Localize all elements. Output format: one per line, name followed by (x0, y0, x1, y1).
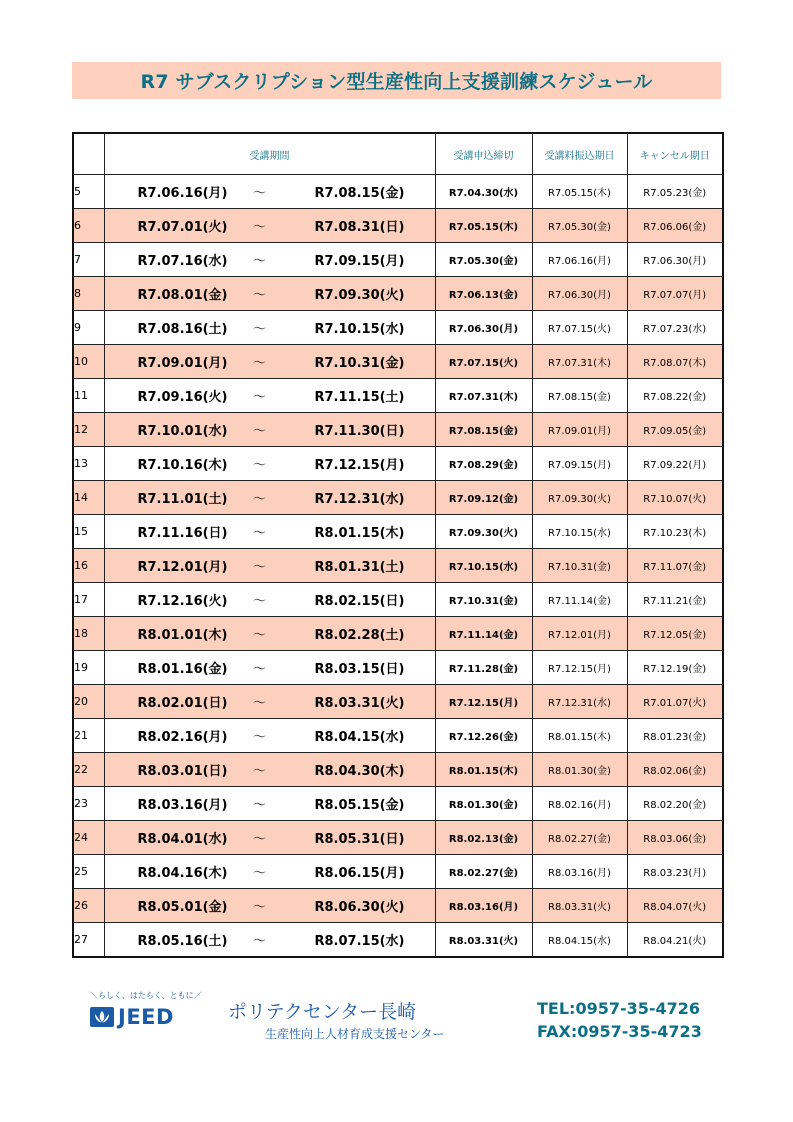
cancel-deadline: R7.09.05(金) (627, 413, 723, 447)
payment-deadline: R7.10.31(金) (532, 549, 627, 583)
period-start: R7.06.16(月) (137, 186, 228, 201)
period-start: R7.08.16(土) (137, 322, 228, 337)
period-separator: ～ (252, 220, 266, 235)
table-row (73, 345, 723, 379)
row-number: 26 (73, 889, 104, 923)
cancel-deadline: R8.04.07(火) (627, 889, 723, 923)
period-start: R8.05.16(土) (137, 934, 228, 949)
period-separator: ～ (252, 186, 266, 201)
row-number: 25 (73, 855, 104, 889)
payment-deadline: R8.03.16(月) (532, 855, 627, 889)
training-period (104, 821, 435, 855)
training-period (104, 447, 435, 481)
period-start: R7.07.01(火) (137, 220, 228, 235)
payment-deadline: R7.07.31(木) (532, 345, 627, 379)
application-deadline: R7.12.26(金) (435, 719, 532, 753)
table-header-row (73, 133, 723, 175)
table-row (73, 923, 723, 958)
period-separator: ～ (252, 492, 266, 507)
table-row (73, 583, 723, 617)
table-row (73, 311, 723, 345)
payment-deadline: R7.05.15(木) (532, 175, 627, 209)
period-separator: ～ (252, 696, 266, 711)
application-deadline: R7.11.14(金) (435, 617, 532, 651)
cancel-deadline: R7.05.23(金) (627, 175, 723, 209)
table-row (73, 685, 723, 719)
period-start: R8.01.01(木) (137, 628, 228, 643)
row-number: 19 (73, 651, 104, 685)
period-separator: ～ (252, 662, 266, 677)
training-period (104, 175, 435, 209)
period-separator: ～ (252, 730, 266, 745)
period-end: R8.06.15(月) (314, 866, 405, 881)
period-separator: ～ (252, 866, 266, 881)
period-end: R7.08.15(金) (314, 186, 405, 201)
period-end: R8.03.31(火) (314, 696, 405, 711)
table-row (73, 617, 723, 651)
cancel-deadline: R8.02.06(金) (627, 753, 723, 787)
period-end: R7.11.15(土) (314, 390, 405, 405)
period-start: R8.03.16(月) (137, 798, 228, 813)
period-end: R7.10.15(水) (314, 322, 405, 337)
row-number: 5 (73, 175, 104, 209)
period-start: R8.02.16(月) (137, 730, 228, 745)
payment-deadline: R7.06.30(月) (532, 277, 627, 311)
cancel-deadline: R7.06.30(月) (627, 243, 723, 277)
application-deadline: R7.10.15(水) (435, 549, 532, 583)
training-period (104, 277, 435, 311)
center-name: ポリテクセンター長崎 (228, 1001, 417, 1023)
payment-deadline: R7.05.30(金) (532, 209, 627, 243)
row-number: 27 (73, 923, 104, 958)
period-start: R7.09.16(火) (137, 390, 228, 405)
period-separator: ～ (252, 934, 266, 949)
training-period (104, 209, 435, 243)
application-deadline: R8.02.27(金) (435, 855, 532, 889)
period-end: R7.12.31(水) (314, 492, 405, 507)
training-period (104, 685, 435, 719)
training-period (104, 243, 435, 277)
training-period (104, 481, 435, 515)
payment-deadline: R7.12.01(月) (532, 617, 627, 651)
table-row (73, 277, 723, 311)
row-number: 11 (73, 379, 104, 413)
payment-deadline: R7.10.15(水) (532, 515, 627, 549)
period-end: R8.05.31(日) (314, 832, 405, 847)
period-start: R7.12.16(火) (137, 594, 228, 609)
cancel-deadline: R8.02.20(金) (627, 787, 723, 821)
cancel-deadline: R7.06.06(金) (627, 209, 723, 243)
period-start: R7.10.16(木) (137, 458, 228, 473)
period-start: R8.02.01(日) (137, 696, 228, 711)
table-row (73, 413, 723, 447)
application-deadline: R7.06.13(金) (435, 277, 532, 311)
cancel-deadline: R7.09.22(月) (627, 447, 723, 481)
cancel-deadline: R7.08.22(金) (627, 379, 723, 413)
training-period (104, 379, 435, 413)
period-start: R7.10.01(水) (137, 424, 228, 439)
application-deadline: R7.05.30(金) (435, 243, 532, 277)
period-end: R7.11.30(日) (314, 424, 405, 439)
jeed-logo (90, 990, 200, 1035)
center-subtitle: 生産性向上人材育成支援センター (265, 1027, 445, 1041)
fax-number: FAX:0957-35-4723 (537, 1022, 702, 1041)
header-payment-deadline: 受講料振込期日 (532, 133, 627, 175)
training-period (104, 787, 435, 821)
application-deadline: R7.09.12(金) (435, 481, 532, 515)
period-start: R8.05.01(金) (137, 900, 228, 915)
period-end: R8.02.28(土) (314, 628, 405, 643)
row-number: 24 (73, 821, 104, 855)
cancel-deadline: R7.11.07(金) (627, 549, 723, 583)
cancel-deadline: R7.10.23(木) (627, 515, 723, 549)
period-start: R7.07.16(水) (137, 254, 228, 269)
training-period (104, 549, 435, 583)
training-period (104, 753, 435, 787)
row-number: 15 (73, 515, 104, 549)
payment-deadline: R8.01.30(金) (532, 753, 627, 787)
period-end: R8.01.31(土) (314, 560, 405, 575)
row-number: 10 (73, 345, 104, 379)
period-separator: ～ (252, 560, 266, 575)
period-start: R8.01.16(金) (137, 662, 228, 677)
training-period (104, 617, 435, 651)
table-row (73, 209, 723, 243)
application-deadline: R7.06.30(月) (435, 311, 532, 345)
payment-deadline: R8.03.31(火) (532, 889, 627, 923)
period-separator: ～ (252, 764, 266, 779)
period-start: R7.11.01(土) (137, 492, 228, 507)
row-number: 7 (73, 243, 104, 277)
table-row (73, 719, 723, 753)
table-row (73, 481, 723, 515)
period-start: R7.09.01(月) (137, 356, 228, 371)
application-deadline: R8.01.15(木) (435, 753, 532, 787)
logo-text: JEED (118, 1005, 174, 1029)
row-number: 20 (73, 685, 104, 719)
application-deadline: R7.07.31(木) (435, 379, 532, 413)
period-separator: ～ (252, 288, 266, 303)
cancel-deadline: R7.07.23(水) (627, 311, 723, 345)
table-row (73, 515, 723, 549)
training-period (104, 855, 435, 889)
payment-deadline: R7.09.15(月) (532, 447, 627, 481)
telephone-number: TEL:0957-35-4726 (537, 999, 701, 1018)
period-separator: ～ (252, 458, 266, 473)
payment-deadline: R7.07.15(火) (532, 311, 627, 345)
table-row (73, 821, 723, 855)
row-number: 22 (73, 753, 104, 787)
period-end: R7.12.15(月) (314, 458, 405, 473)
table-row (73, 243, 723, 277)
period-end: R8.04.15(水) (314, 730, 405, 745)
row-number: 18 (73, 617, 104, 651)
payment-deadline: R7.08.15(金) (532, 379, 627, 413)
training-period (104, 651, 435, 685)
period-start: R7.12.01(月) (137, 560, 228, 575)
training-period (104, 515, 435, 549)
cancel-deadline: R7.12.05(金) (627, 617, 723, 651)
table-row (73, 787, 723, 821)
cancel-deadline: R7.11.21(金) (627, 583, 723, 617)
cancel-deadline: R7.08.07(木) (627, 345, 723, 379)
cancel-deadline: R8.04.21(火) (627, 923, 723, 958)
period-separator: ～ (252, 254, 266, 269)
application-deadline: R7.04.30(水) (435, 175, 532, 209)
application-deadline: R8.02.13(金) (435, 821, 532, 855)
application-deadline: R7.08.15(金) (435, 413, 532, 447)
row-number: 9 (73, 311, 104, 345)
application-deadline: R7.05.15(木) (435, 209, 532, 243)
period-start: R7.08.01(金) (137, 288, 228, 303)
period-end: R7.09.15(月) (314, 254, 405, 269)
period-start: R8.04.16(木) (137, 866, 228, 881)
period-end: R7.09.30(火) (314, 288, 405, 303)
training-period (104, 583, 435, 617)
period-separator: ～ (252, 322, 266, 337)
period-end: R8.04.30(木) (314, 764, 405, 779)
cancel-deadline: R8.03.06(金) (627, 821, 723, 855)
table-row (73, 651, 723, 685)
period-separator: ～ (252, 832, 266, 847)
header-application-deadline: 受講申込締切 (435, 133, 532, 175)
table-row (73, 379, 723, 413)
period-end: R8.05.15(金) (314, 798, 405, 813)
logo-tagline: ＼らしく、はたらく、ともに／ (90, 991, 202, 1000)
header-no (73, 133, 104, 175)
period-end: R7.08.31(日) (314, 220, 405, 235)
training-period (104, 719, 435, 753)
cancel-deadline: R7.12.19(金) (627, 651, 723, 685)
payment-deadline: R7.11.14(金) (532, 583, 627, 617)
payment-deadline: R8.02.27(金) (532, 821, 627, 855)
header-period: 受講期間 (104, 133, 435, 175)
row-number: 13 (73, 447, 104, 481)
cancel-deadline: R7.10.07(火) (627, 481, 723, 515)
training-period (104, 923, 435, 958)
row-number: 21 (73, 719, 104, 753)
period-separator: ～ (252, 900, 266, 915)
payment-deadline: R8.02.16(月) (532, 787, 627, 821)
table-row (73, 447, 723, 481)
period-start: R7.11.16(日) (137, 526, 228, 541)
application-deadline: R8.01.30(金) (435, 787, 532, 821)
table-row (73, 753, 723, 787)
payment-deadline: R7.06.16(月) (532, 243, 627, 277)
payment-deadline: R8.01.15(木) (532, 719, 627, 753)
table-row (73, 549, 723, 583)
period-end: R8.03.15(日) (314, 662, 405, 677)
schedule-table (72, 132, 724, 958)
period-end: R8.02.15(日) (314, 594, 405, 609)
cancel-deadline: R7.01.07(火) (627, 685, 723, 719)
payment-deadline: R7.09.30(火) (532, 481, 627, 515)
application-deadline: R7.09.30(火) (435, 515, 532, 549)
row-number: 14 (73, 481, 104, 515)
period-separator: ～ (252, 628, 266, 643)
training-period (104, 413, 435, 447)
payment-deadline: R7.09.01(月) (532, 413, 627, 447)
application-deadline: R7.08.29(金) (435, 447, 532, 481)
period-separator: ～ (252, 526, 266, 541)
row-number: 12 (73, 413, 104, 447)
lotus-icon (90, 1007, 114, 1027)
period-end: R7.10.31(金) (314, 356, 405, 371)
row-number: 8 (73, 277, 104, 311)
period-separator: ～ (252, 424, 266, 439)
table-row (73, 889, 723, 923)
page-title: R7 サブスクリプション型生産性向上支援訓練スケジュール (140, 71, 653, 93)
table-row (73, 855, 723, 889)
application-deadline: R7.12.15(月) (435, 685, 532, 719)
payment-deadline: R7.12.31(水) (532, 685, 627, 719)
period-end: R8.01.15(木) (314, 526, 405, 541)
table-row (73, 175, 723, 209)
header-cancel-deadline: キャンセル期日 (627, 133, 723, 175)
period-separator: ～ (252, 798, 266, 813)
row-number: 6 (73, 209, 104, 243)
application-deadline: R8.03.31(火) (435, 923, 532, 958)
cancel-deadline: R8.03.23(月) (627, 855, 723, 889)
application-deadline: R7.11.28(金) (435, 651, 532, 685)
period-separator: ～ (252, 594, 266, 609)
period-start: R8.03.01(日) (137, 764, 228, 779)
payment-deadline: R7.12.15(月) (532, 651, 627, 685)
training-period (104, 345, 435, 379)
row-number: 23 (73, 787, 104, 821)
application-deadline: R8.03.16(月) (435, 889, 532, 923)
application-deadline: R7.07.15(火) (435, 345, 532, 379)
payment-deadline: R8.04.15(水) (532, 923, 627, 958)
period-end: R8.06.30(火) (314, 900, 405, 915)
period-separator: ～ (252, 390, 266, 405)
period-start: R8.04.01(水) (137, 832, 228, 847)
period-separator: ～ (252, 356, 266, 371)
application-deadline: R7.10.31(金) (435, 583, 532, 617)
period-end: R8.07.15(水) (314, 934, 405, 949)
cancel-deadline: R7.07.07(月) (627, 277, 723, 311)
title-banner (72, 62, 721, 99)
cancel-deadline: R8.01.23(金) (627, 719, 723, 753)
training-period (104, 889, 435, 923)
row-number: 17 (73, 583, 104, 617)
training-period (104, 311, 435, 345)
row-number: 16 (73, 549, 104, 583)
